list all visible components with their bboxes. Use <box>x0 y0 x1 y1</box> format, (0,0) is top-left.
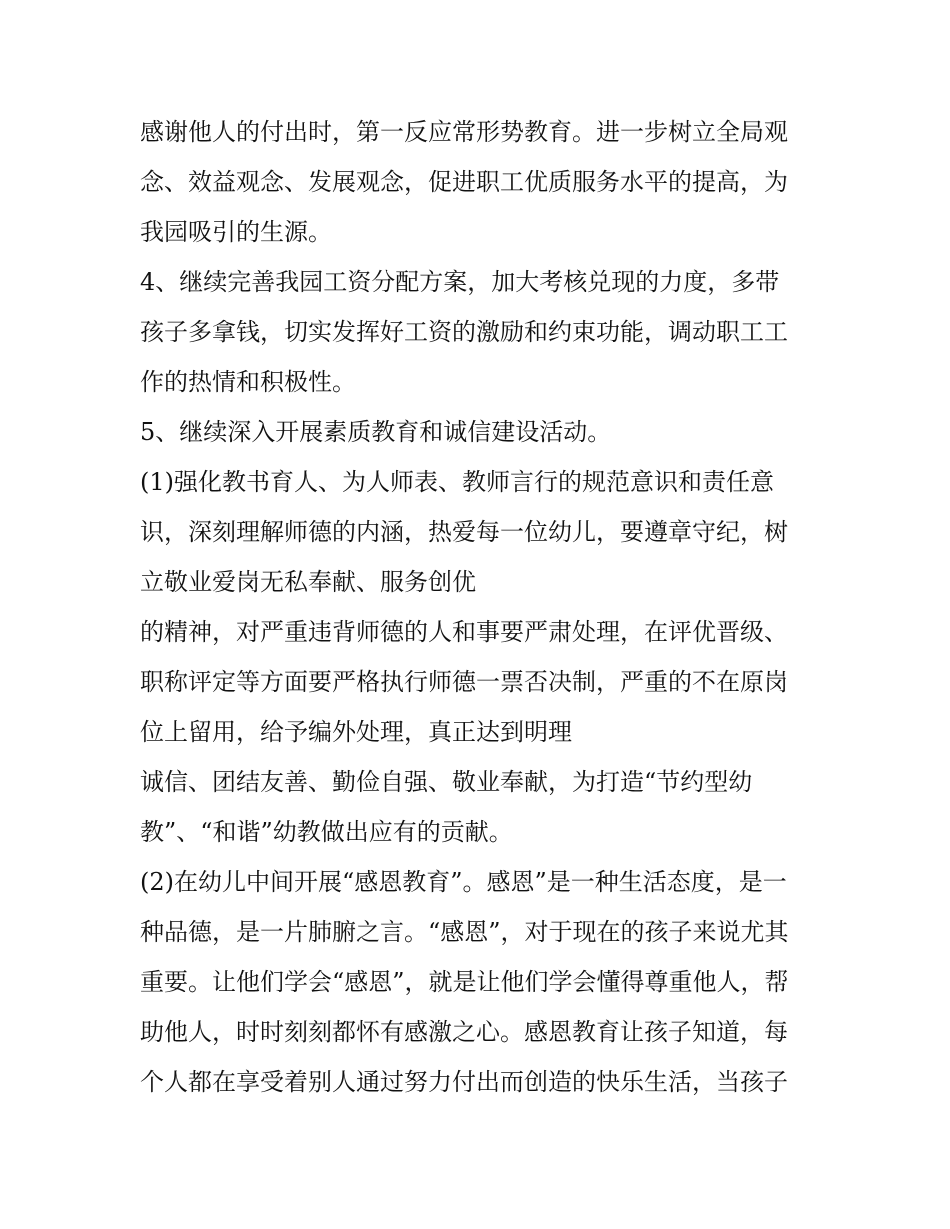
text-line: 诚信、团结友善、勤俭自强、敬业奉献，为打造“节约型幼 <box>140 768 753 796</box>
text-line: 5、继续深入开展素质教育和诚信建设活动。 <box>140 418 612 446</box>
text-line: 的精神，对严重违背师德的人和事要严肃处理，在评优晋级、 <box>140 618 788 646</box>
text-line: 位上留用，给予编外处理，真正达到明理 <box>140 718 572 746</box>
text-line: 助他人，时时刻刻都怀有感激之心。感恩教育让孩子知道，每 <box>140 1018 788 1046</box>
text-line: 念、效益观念、发展观念，促进职工优质服务水平的提高，为 <box>140 168 788 196</box>
text-line: 重要。让他们学会“感恩”，就是让他们学会懂得尊重他人，帮 <box>140 968 789 996</box>
text-line: 教”、“和谐”幼教做出应有的贡献。 <box>140 818 513 846</box>
text-line: 感谢他人的付出时，第一反应常形势教育。进一步树立全局观 <box>140 118 788 146</box>
text-line: 孩子多拿钱，切实发挥好工资的激励和约束功能，调动职工工 <box>140 318 788 346</box>
text-line: 个人都在享受着别人通过努力付出而创造的快乐生活，当孩子 <box>140 1068 788 1096</box>
text-line: 种品德，是一片肺腑之言。“感恩”，对于现在的孩子来说尤其 <box>140 918 789 946</box>
text-line: 4、继续完善我园工资分配方案，加大考核兑现的力度，多带 <box>140 268 780 296</box>
text-line: (1)强化教书育人、为人师表、教师言行的规范意识和责任意 <box>140 468 774 496</box>
text-line: 识，深刻理解师德的内涵，热爱每一位幼儿，要遵章守纪，树 <box>140 518 788 546</box>
text-line: 作的热情和积极性。 <box>140 368 356 396</box>
text-line: 立敬业爱岗无私奉献、服务创优 <box>140 568 476 596</box>
text-line: 职称评定等方面要严格执行师德一票否决制，严重的不在原岗 <box>140 668 788 696</box>
body-text <box>140 107 820 1107</box>
text-line: (2)在幼儿中间开展“感恩教育”。感恩”是一种生活态度，是一 <box>140 868 787 896</box>
text-line: 我园吸引的生源。 <box>140 218 332 246</box>
